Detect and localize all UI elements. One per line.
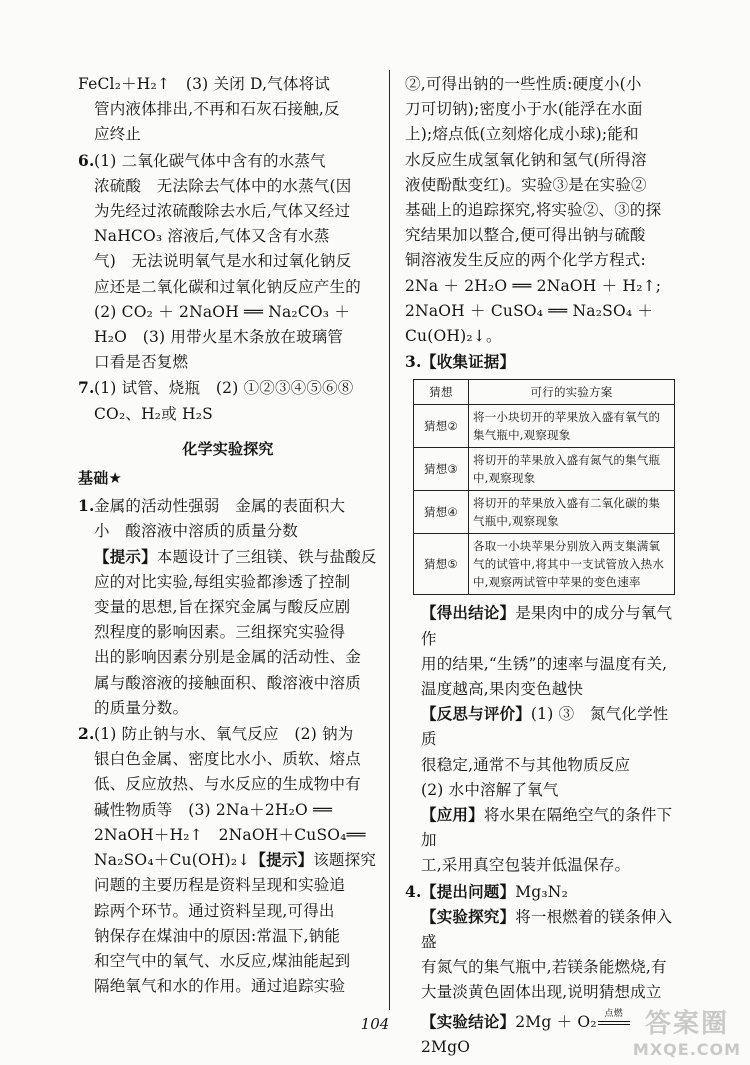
text-line: 问题的主要历程是资料呈现和实验追 [94,876,346,895]
text-line: 究结果加以整合,便可得出钠与硫酸 [405,226,646,245]
text-line: 气) 无法说明氧气是水和过氧化钠反 [94,252,352,271]
table-cell: 将切开的苹果放入盛有二氧化碳的集气瓶中,观察现象 [469,491,675,534]
question-number: 2. [78,724,95,744]
table-cell: 猜想⑤ [414,534,469,595]
text-line: 2NaOH ＋ CuSO₄ ══ Na₂SO₄ ＋ [405,301,654,320]
text-line: 应终止 [94,125,142,144]
table-row [414,448,675,491]
text-line: 刀可切钠);密度小于水(能浮在水面 [405,100,643,119]
equation-right: 2MgO [421,1037,471,1056]
text-line: 该题探究 [313,851,377,870]
text-line: 隔绝氧气和水的作用。通过追踪实验 [94,977,346,996]
question-3 [405,349,677,878]
text-line: 为先经过浓硫酸除去水后,气体又经过 [94,202,351,221]
text-line: 本题设计了三组镁、铁与盐酸反 [156,547,377,566]
page-number: 104 [360,1015,390,1033]
text-line: (1) 防止钠与水、氧气反应 (2) 钠为 [94,725,354,744]
text-line: 管内液体排出,不再和石灰石接触,反 [94,100,340,119]
question-number: 4. [405,881,422,901]
text-line: (1) 试管、烧瓶 (2) ①②③④⑤⑥⑧ [94,379,354,398]
text-line: 2NaOH＋H₂↑ 2NaOH＋CuSO₄══ [94,825,366,844]
conclusion-label: 【得出结论】 [421,604,516,623]
text-line: 的质量分数。 [94,698,189,717]
text-line: 基础上的追踪探究,将实验②、③的探 [405,201,662,220]
text-line: Mg₃N₂ [515,882,568,901]
table-cell: 将切开的苹果放入盛有氮气的集气瓶中,观察现象 [469,448,675,491]
text-line: 将一根燃着的镁条伸入盛 [421,907,673,952]
text-line: (1) 二氧化碳气体中含有的水蒸气 [94,151,326,170]
text-line: 工,采用真空包装并低温保存。 [421,856,631,875]
text-line: 钠保存在煤油中的原因:常温下,钠能 [94,926,341,945]
text-line: 银白色金属、密度比水小、质软、熔点 [94,750,361,769]
question-1 [78,493,378,721]
text-line: 水反应生成氢氧化钠和氢气(所得溶 [405,150,647,169]
table-row [414,405,675,448]
text-line: 2Na ＋ 2H₂O ══ 2NaOH ＋ H₂↑; [405,276,662,295]
equation-left: 2Mg ＋ O₂ [515,1012,597,1031]
text-line: ②,可得出钠的一些性质:硬度小(小 [405,75,642,93]
text-line: FeCl₂＋H₂↑ (3) 关闭 D,气体将试 [78,75,331,93]
question-label: 【提出问题】 [421,882,516,901]
equation-condition: 点燃 [604,1008,623,1019]
text-line: 踪两个环节。通过资料呈现,可得出 [94,901,335,920]
text-line: (2) 水中溶解了氧气 [421,780,559,799]
question-number: 7. [78,378,95,398]
reflection-label: 【反思与评价】 [421,705,531,724]
text-line: 很稳定,通常不与其他物质反应 [421,755,631,774]
text-line: 是果肉中的成分与氧气作 [421,604,673,648]
application-label: 【应用】 [421,806,484,825]
table-cell: 猜想③ [414,448,469,491]
table-cell: 猜想④ [414,491,469,534]
text-line: 液使酚酞变红)。实验③是在实验② [405,175,647,194]
text-line: 口看是否复燃 [94,353,189,372]
text-line: 大量淡黄色固体出现,说明猜想成立 [421,983,662,1002]
watermark-title: 答案圈 [644,1009,729,1039]
table-header-row [414,380,675,405]
section-label: 【收集证据】 [421,353,516,372]
question-number: 3. [405,352,422,372]
column-divider [389,70,390,1010]
table-cell: 各取一小块苹果分别放入两支集满氧气的试管中,将其中一支试管放入热水中,观察两试管中苹果的变色速率 [469,534,675,595]
text-line: H₂O (3) 用带火星木条放在玻璃管 [94,328,344,347]
text-line: (2) CO₂ ＋ 2NaOH ══ Na₂CO₃ ＋ [94,302,351,321]
text-line: 上);熔点低(立刻熔化成小球);能和 [405,125,639,144]
text-line: NaHCO₃ 溶液后,气体又含有水蒸 [94,227,330,246]
text-line: (1) ③ 氮气化学性质 [421,705,669,749]
hint-label: 【提示】 [94,547,157,566]
watermark [632,1003,742,1059]
table-row [414,491,675,534]
text-line: 金属的活动性强弱 金属的表面积大 [94,497,346,516]
table-cell: 将一小块切开的苹果放入盛有氧气的集气瓶中,观察现象 [469,405,675,448]
text-line: 温度越高,果肉变色越快 [421,680,584,699]
question-7 [78,375,378,426]
text-line: 浓硫酸 无法除去气体中的水蒸气(因 [94,176,352,195]
watermark-url: MXQE.COM [632,1040,742,1059]
hypothesis-table [413,379,675,595]
section-title: 化学实验探究 [182,439,274,458]
right-continuation [405,72,677,349]
text-line: 应的对比实验,每组实验都渗透了控制 [94,572,351,591]
left-continuation [78,72,378,148]
text-line: 属与酸溶液的接触面积、酸溶液中溶质 [94,673,361,692]
right-column [405,72,677,1060]
explore-label: 【实验探究】 [421,907,516,926]
text-line: CO₂、H₂或 H₂S [94,404,213,423]
hint-label: 【提示】 [250,851,314,870]
question-number: 1. [78,496,95,516]
text-line: Cu(OH)₂↓。 [405,327,502,346]
text-line: 铜溶液发生反应的两个化学方程式: [405,251,646,270]
level-heading: 基础★ [78,469,123,488]
text-line: 将水果在隔绝空气的条件下加 [421,806,673,850]
text-line: 应还是二氧化碳和过氧化钠反应产生的 [94,277,361,296]
table-header: 猜想 [414,380,469,405]
text-line: 低、反应放热、与水反应的生成物中有 [94,775,361,794]
text-line: 出的影响因素分别是金属的活动性、金 [94,648,361,667]
text-line: 变量的思想,旨在探究金属与酸反应剧 [94,598,351,617]
left-column [78,72,378,999]
text-line: 和空气中的氧气、水反应,煤油能起到 [94,951,351,970]
table-cell: 猜想② [414,405,469,448]
question-number: 6. [78,150,95,170]
table-row [414,534,675,595]
question-6 [78,148,378,376]
text-line: 有氮气的集气瓶中,若镁条能燃烧,有 [421,958,667,977]
text-line: 碱性物质等 (3) 2Na＋2H₂O ══ [94,800,333,819]
table-header: 可行的实验方案 [469,380,675,405]
result-label: 【实验结论】 [421,1012,516,1031]
question-2 [78,721,378,999]
text-line: Na₂SO₄＋Cu(OH)₂↓ [94,851,251,870]
text-line: 烈程度的影响因素。三组探究实验得 [94,623,346,642]
text-line: 用的结果,“生锈”的速率与温度有关, [421,654,668,673]
text-line: 小 酸溶液中溶质的质量分数 [94,522,299,541]
